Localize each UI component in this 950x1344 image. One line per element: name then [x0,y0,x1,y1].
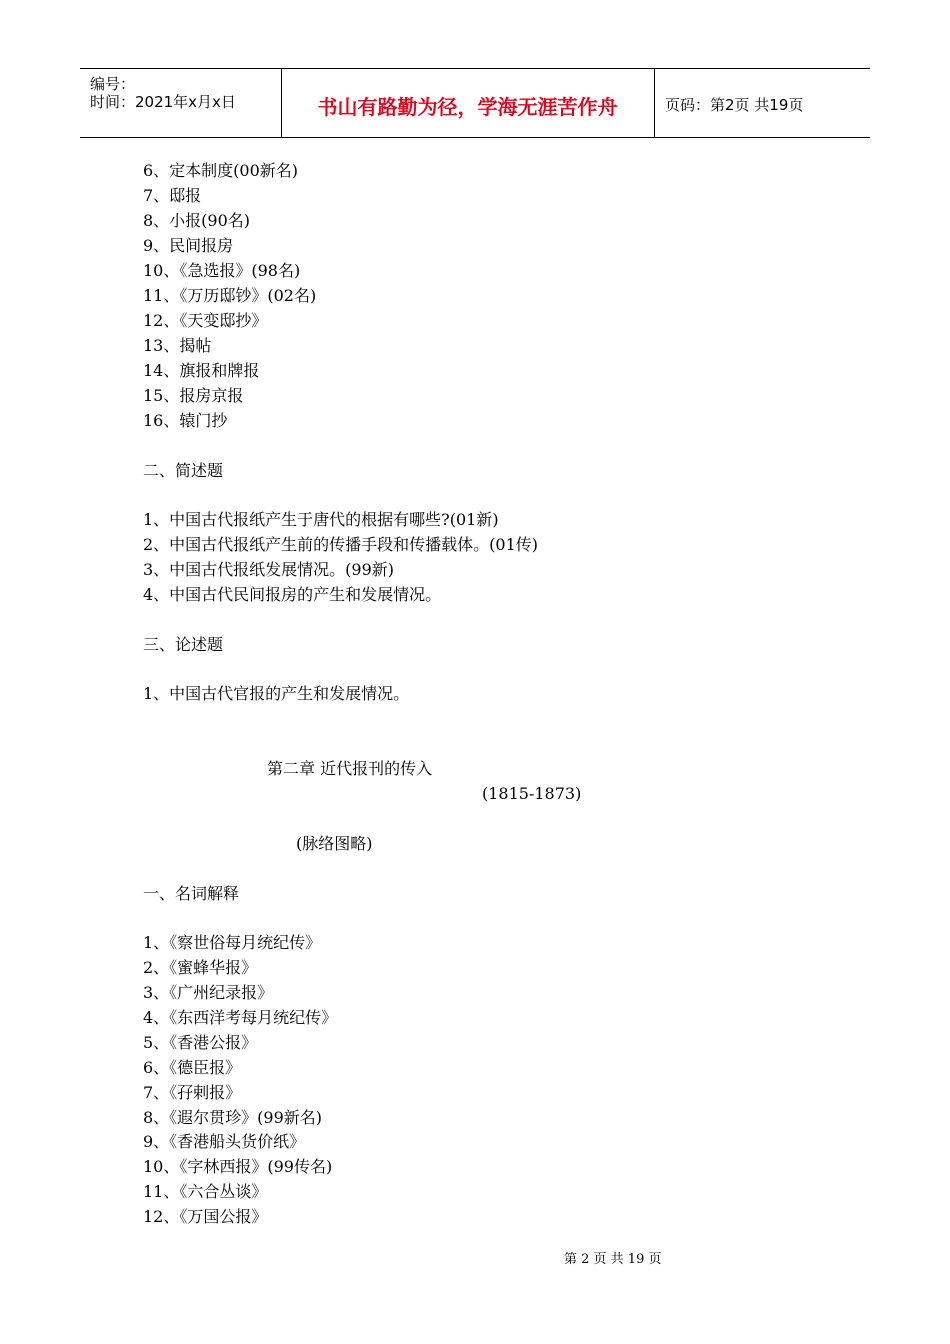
list-item: 6、定本制度(00新名) [143,161,299,180]
list-item: 7、邸报 [143,186,202,205]
header-meta-cell [80,69,282,137]
chapter-title: 第二章 近代报刊的传入 [267,759,433,778]
time-label: 时间：2021年x月x日 [90,93,236,111]
list-item: 11、《六合丛谈》 [143,1182,268,1201]
list-item: 8、《遐尔贯珍》(99新名) [143,1108,323,1127]
list-item: 12、《万国公报》 [143,1207,268,1226]
list-item: 11、《万历邸钞》(02名) [143,286,317,305]
header-motto-cell [281,69,655,137]
header-page-label: 页码：第2页 共19页 [665,96,804,114]
header-motto: 书山有路勤为径，学海无涯苦作舟 [317,95,618,119]
chapter-note: (脉络图略) [296,834,373,853]
chapter-years: (1815-1873) [482,784,582,803]
list-item: 10、《字林西报》(99传名) [143,1157,333,1176]
list-item: 9、《香港船头货价纸》 [143,1132,306,1151]
list-item: 1、中国古代报纸产生于唐代的根据有哪些?(01新) [143,510,499,529]
list-item: 5、《香港公报》 [143,1033,258,1052]
list-item: 7、《孖剌报》 [143,1083,242,1102]
section-heading: 一、名词解释 [143,884,240,903]
list-item: 9、民间报房 [143,236,234,255]
list-item: 2、中国古代报纸产生前的传播手段和传播载体。(01传) [143,535,539,554]
list-item: 13、揭帖 [143,336,212,355]
list-item: 4、《东西洋考每月统纪传》 [143,1008,338,1027]
list-item: 3、中国古代报纸发展情况。(99新) [143,560,395,579]
number-label: 编号： [90,75,136,93]
list-item: 6、《德臣报》 [143,1058,242,1077]
list-item: 15、报房京报 [143,386,244,405]
list-item: 4、中国古代民间报房的产生和发展情况。 [143,585,442,604]
list-item: 3、《广州纪录报》 [143,983,274,1002]
section-heading: 二、简述题 [143,461,224,480]
list-item: 8、小报(90名) [143,211,251,230]
list-item: 1、中国古代官报的产生和发展情况。 [143,684,410,703]
list-item: 2、《蜜蜂华报》 [143,958,258,977]
list-item: 12、《天变邸抄》 [143,311,268,330]
section-heading: 三、论述题 [143,635,224,654]
list-item: 10、《急选报》(98名) [143,261,301,280]
header-page-cell [655,69,870,137]
list-item: 14、旗报和牌报 [143,361,260,380]
list-item: 16、辕门抄 [143,411,228,430]
page-header [80,68,870,138]
list-item: 1、《察世俗每月统纪传》 [143,933,322,952]
page-footer: 第 2 页 共 19 页 [564,1252,662,1267]
